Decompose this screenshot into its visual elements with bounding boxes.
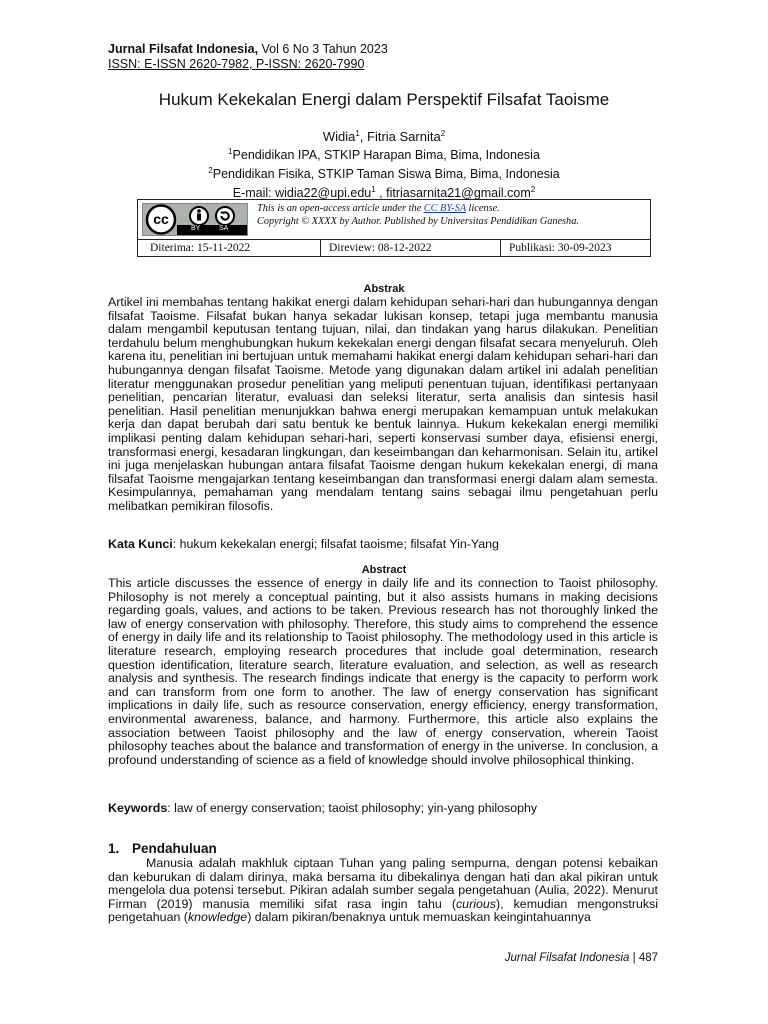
author-block: [0, 126, 768, 201]
aff2-text: Pendidikan Fisika, STKIP Taman Siswa Bima, Bima, Indonesia: [212, 167, 560, 181]
author-2: Fitria Sarnita: [367, 129, 441, 144]
keywords: [108, 801, 537, 815]
section-title: Pendahuluan: [132, 841, 217, 856]
para-italic-1: curious: [455, 896, 496, 911]
license-line-1: [257, 202, 579, 215]
abstrak-heading: Abstrak: [363, 283, 405, 295]
para-part-3: ) dalam pikiran/benaknya untuk memuaskan keingintahuannya: [247, 910, 591, 925]
kata-kunci: [108, 537, 499, 551]
by-label: BY: [191, 225, 201, 232]
journal-volume: Vol 6 No 3 Tahun 2023: [258, 42, 388, 56]
license-post: license.: [465, 203, 500, 214]
date-reviewed: Direview: 08-12-2022: [320, 240, 500, 257]
journal-issn[interactable]: ISSN: E-ISSN 2620-7982, P-ISSN: 2620-7990: [108, 57, 365, 71]
email-1[interactable]: E-mail: widia22@upi.edu: [232, 186, 372, 200]
license-box: [137, 199, 651, 257]
paper-title: Hukum Kekekalan Energi dalam Perspektif Filsafat Taoisme: [158, 90, 610, 109]
author-2-sup: 2: [440, 129, 446, 138]
aff2-sup: 2: [208, 166, 213, 175]
abstract-heading: Abstract: [361, 564, 407, 576]
cc-symbol-label: cc: [153, 211, 169, 227]
page-number: 487: [638, 952, 658, 964]
license-line-2: Copyright © XXXX by Author. Published by Universitas Pendidikan Ganesha.: [257, 216, 579, 227]
para-part-1: Manusia adalah makhluk ciptaan Tuhan yang paling sempurna, dengan potensi kebaikan dan keburukan di dalam dirinya, maka bersama itu dibekalinya dengan hati dan akal pikiran untuk mengelola dua potensi tersebut. Pikiran adalah sumber segala pengetahuan (Aulia, 2022). Menurut Firman (2019) manusia memiliki sifat rasa ingin tahu (: [108, 856, 658, 911]
kata-kunci-text: : hukum kekekalan energi; filsafat taoisme; filsafat Yin-Yang: [172, 537, 499, 551]
keywords-text: : law of energy conservation; taoist philosophy; yin-yang philosophy: [167, 801, 538, 815]
page-footer: [0, 952, 658, 964]
date-received: Diterima: 15-11-2022: [150, 242, 251, 254]
author-names: [0, 126, 768, 144]
abstrak-text: Artikel ini membahas tentang hakikat energi dalam kehidupan sehari-hari dan hubungannya dengan filsafat Taoisme. Filsafat bukan hanya sekadar lukisan konsep, tetapi juga membantu manusia dalam mengambil keputusan tentang tujuan, nilai, dan tindakan yang harus dilakukan. Penelitian terdahulu belum menghubungkan hukum kekekalan energi dengan filsafat secara menyeluruh. Oleh karena itu, penelitian ini bertujuan untuk memahami hakikat energi dalam kehidupan sehari-hari dan hubungannya dengan filsafat Taoisme. Metode yang digunakan dalam artikel ini adalah penelitian literatur menggunakan prosedur penelitian yang meliputi penentuan tujuan, identifikasi pertanyaan penelitian, pencarian literatur, evaluasi dan seleksi literatur, serta analisis dan sintesis hasil penelitian. Hasil penelitian menunjukkan bahwa energi merupakan kemampuan untuk melakukan kerja dan dapat berubah dari satu bentuk ke bentuk lainnya. Hukum kekekalan energi memiliki implikasi penting dalam kehidupan sehari-hari, seperti konservasi sumber daya, efisiensi energi, transformasi energi, kesadaran lingkungan, dan keseimbangan dan keharmonisan. Selain itu, artikel ini juga menjelaskan hubungan antara filsafat Taoisme dengan hukum kekekalan energi, di mana filsafat Taoisme mengajarkan tentang keseimbangan dan transformasi energi dalam alam semesta. Kesimpulannya, pemahaman yang mendalam tentang sains sebagai ilmu pengetahuan perlu melibatkan pemikiran filosofis.: [108, 295, 658, 513]
footer-journal: Jurnal Filsafat Indonesia: [504, 952, 630, 964]
aff1-sup: 1: [228, 147, 233, 156]
author-1-sup: 1: [355, 129, 360, 138]
author-1: Widia: [322, 129, 356, 144]
cc-by-sa-link[interactable]: CC BY-SA: [423, 203, 466, 214]
date-published: Publikasi: 30-09-2023: [500, 240, 652, 257]
para-italic-2: knowledge: [187, 910, 248, 925]
journal-name: Jurnal Filsafat Indonesia,: [108, 42, 259, 56]
section-heading: [108, 841, 217, 856]
abstract-text: This article discusses the essence of energy in daily life and its connection to Taoist philosophy. Philosophy is not merely a conceptual painting, but it also assists humans in making decisions regarding goals, values, and actions to be taken. Previous research has not thoroughly linked the law of energy conservation with philosophy. Therefore, this study aims to comprehend the essence of energy in daily life and its relationship to Taoist philosophy. The methodology used in this article is literature research, employing research procedures that include goal determination, research question identification, literature search, literature evaluation, and selection, as well as research analysis and synthesis. The research findings indicate that energy is the capacity to perform work and can transform from one form to another. The law of energy conservation has significant implications in daily life, such as resource conservation, energy efficiency, energy transformation, environmental awareness, balance, and harmony. Furthermore, this article also explains the association between Taoist philosophy and the law of energy conservation, wherein Taoist philosophy teaches about the balance and transformation of energy in the universe. In conclusion, a profound understanding of science as a field of knowledge should involve philosophical thinking.: [108, 576, 658, 767]
license-pre: This is an open-access article under the: [257, 203, 424, 214]
email-sup1: 1: [371, 185, 376, 194]
section-paragraph: [108, 857, 658, 925]
section-number: 1.: [108, 841, 120, 856]
aff1-text: Pendidikan IPA, STKIP Harapan Bima, Bima, Indonesia: [232, 148, 540, 162]
email-sup2: 2: [530, 185, 536, 194]
email-2[interactable]: , fitriasarnita21@gmail.com: [375, 186, 531, 200]
kata-kunci-label: Kata Kunci: [108, 537, 173, 551]
para-part-2: ), kemudian mengonstruksi pengetahuan (: [108, 896, 659, 925]
sa-label: SA: [219, 225, 229, 232]
author-sep: ,: [359, 129, 368, 144]
cc-by-sa-logo[interactable]: [142, 203, 248, 236]
affiliation-1: [0, 144, 768, 163]
journal-header: [108, 42, 388, 57]
license-top: [138, 200, 650, 240]
license-text: [257, 202, 579, 228]
footer-sep: |: [629, 952, 639, 964]
keywords-label: Keywords: [108, 801, 168, 815]
affiliation-2: [0, 163, 768, 182]
